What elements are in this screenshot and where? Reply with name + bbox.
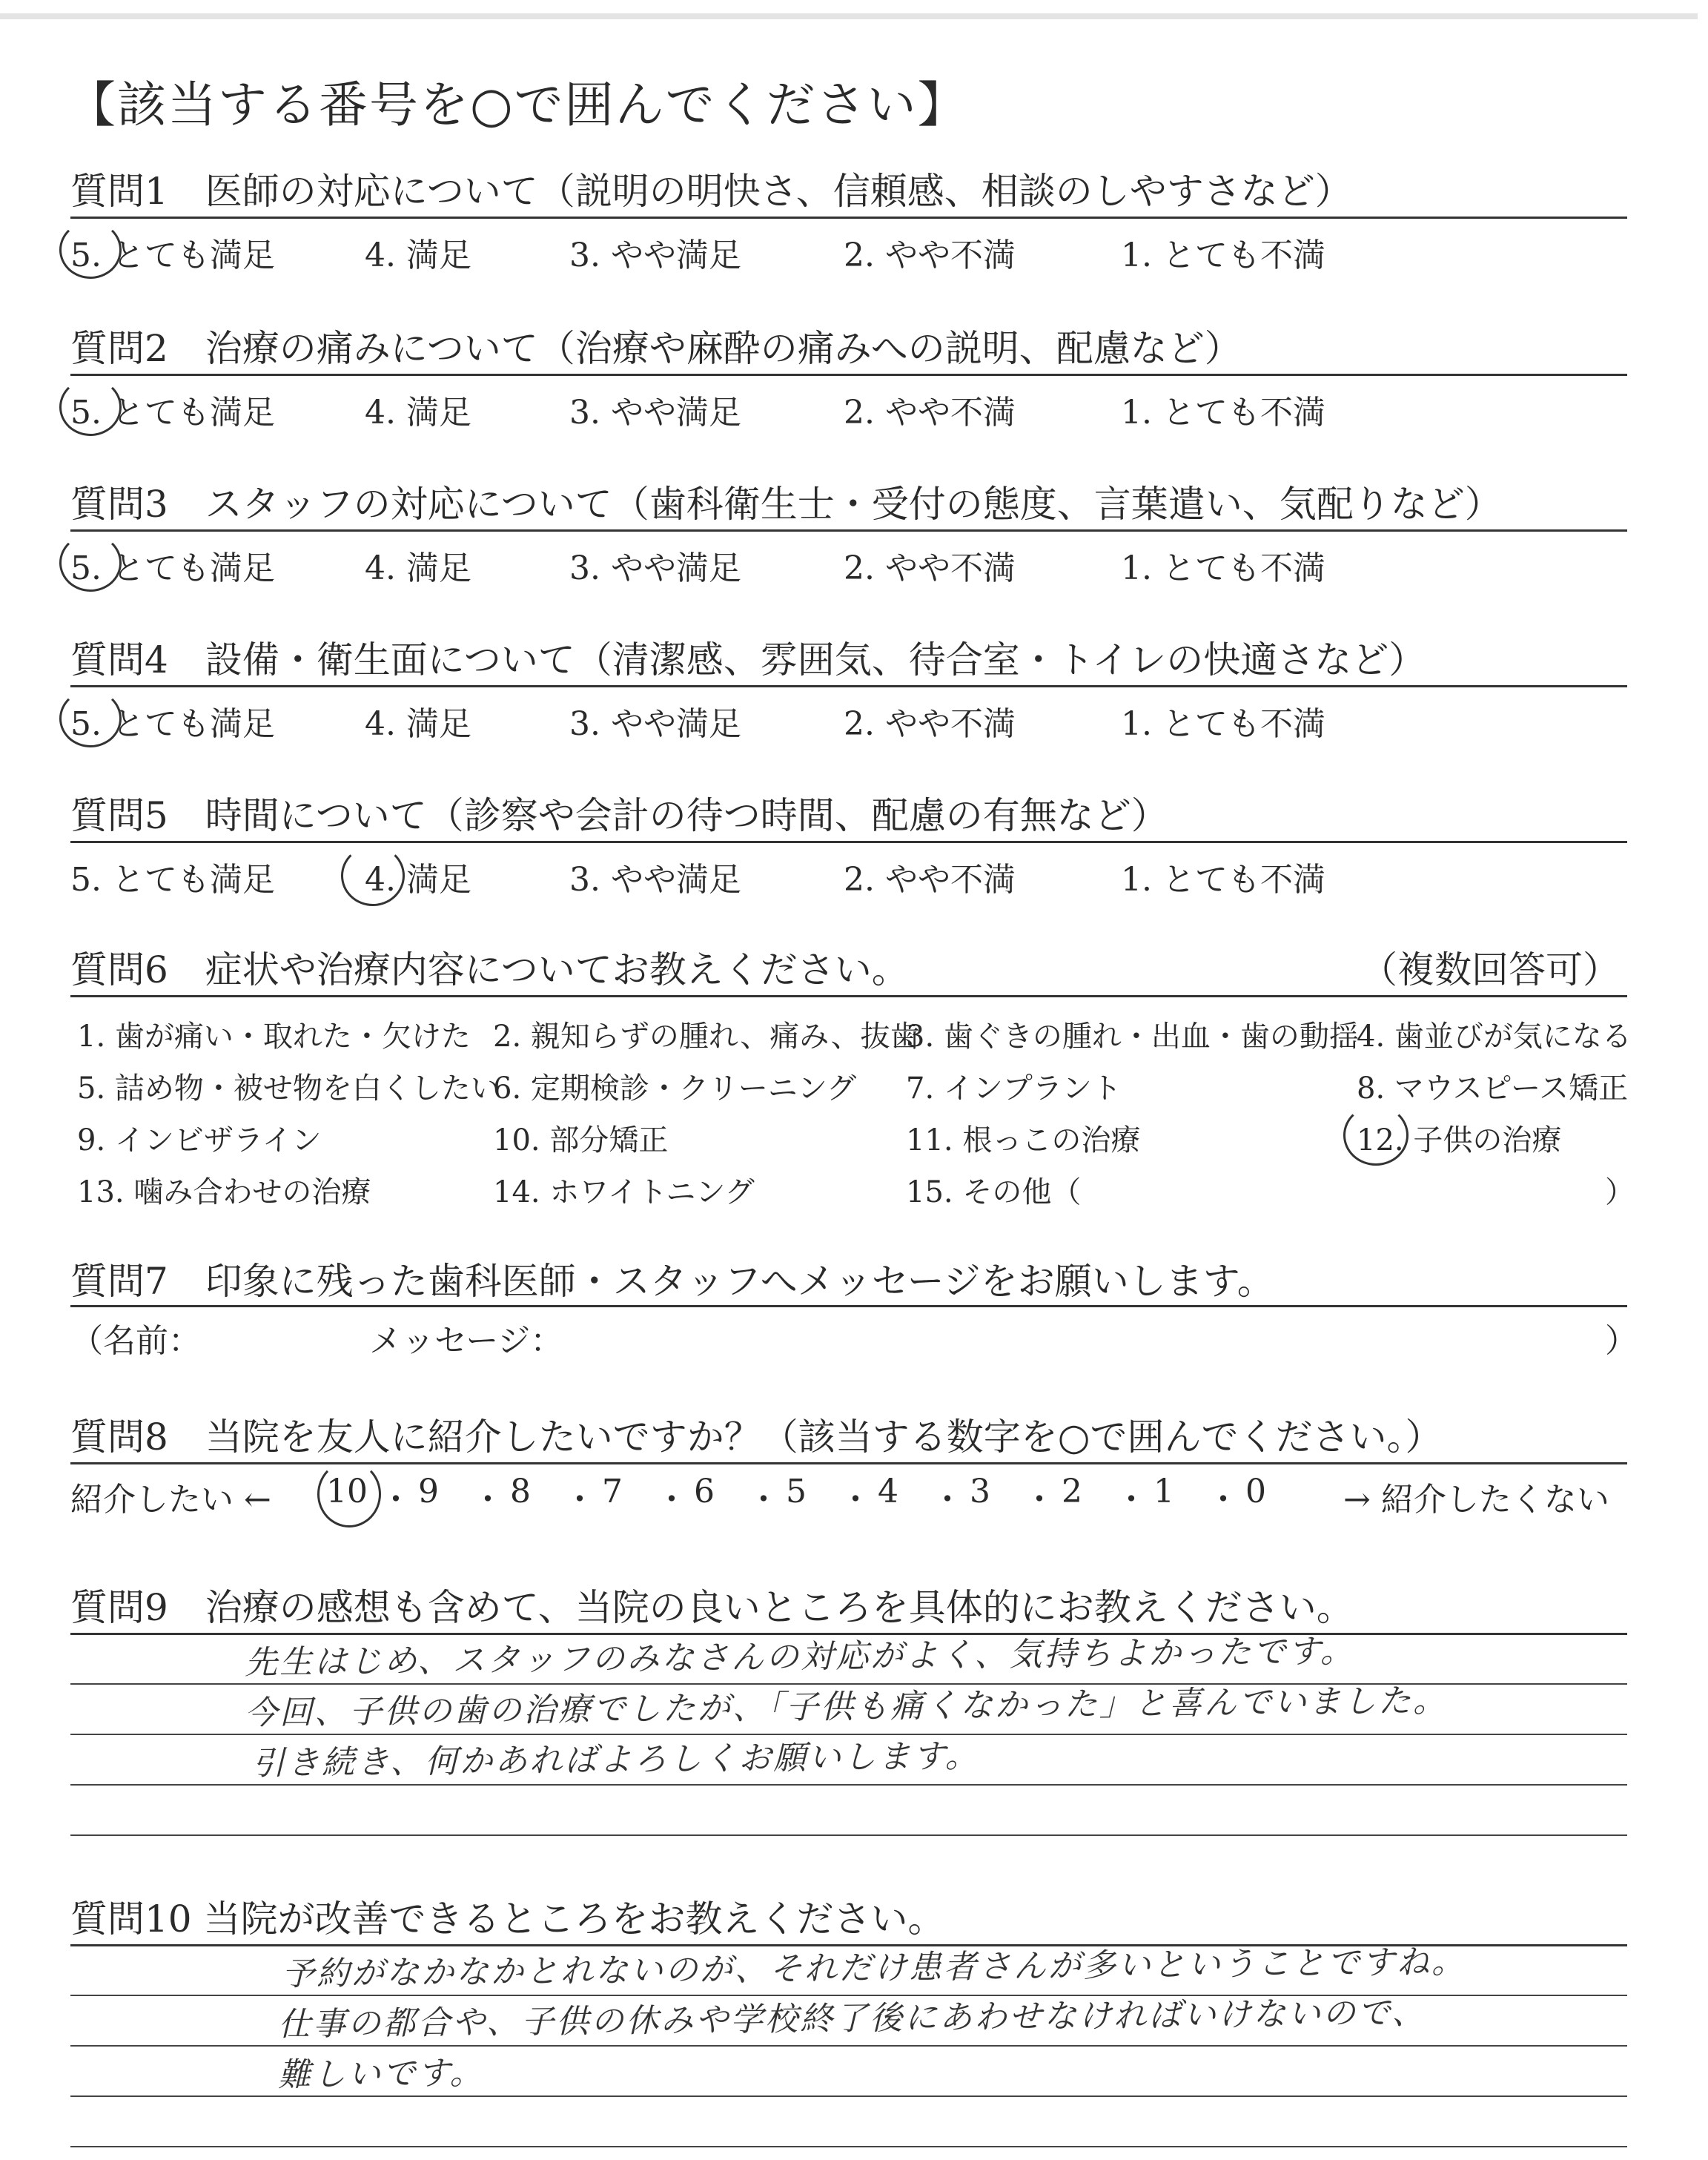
q8-right-label: → 紹介したくない — [1343, 1481, 1609, 1519]
q3-rule — [70, 529, 1627, 532]
q10-line-3 — [70, 2095, 1627, 2097]
q2-circle-mark — [59, 378, 122, 436]
q5-option-3[interactable]: 3. やや満足 — [569, 861, 741, 899]
q5-rule — [70, 841, 1627, 843]
q8-number-4[interactable]: 4 — [878, 1473, 898, 1510]
scan-top-edge — [0, 13, 1698, 19]
q6-item-14[interactable]: 14. ホワイトニング — [493, 1175, 755, 1209]
q2-title: 質問2 治療の痛みについて（治療や麻酔の痛みへの説明、配慮など） — [70, 327, 1242, 370]
q2-option-2[interactable]: 2. やや不満 — [844, 394, 1016, 432]
q5-option-5[interactable]: 5. とても満足 — [70, 861, 275, 899]
q1-option-1[interactable]: 1. とても不満 — [1121, 237, 1325, 274]
q8-number-5[interactable]: 5 — [786, 1473, 807, 1510]
q6-item-4[interactable]: 4. 歯並びが気になる — [1357, 1020, 1632, 1054]
q1-rule — [70, 217, 1627, 219]
q7-name-label: （名前： — [70, 1322, 201, 1360]
q1-circle-mark — [59, 221, 122, 279]
q2-option-3[interactable]: 3. やや満足 — [569, 394, 741, 432]
q7-close-paren: ） — [1605, 1322, 1638, 1360]
q5-circle-mark — [341, 845, 405, 906]
q1-title: 質問1 医師の対応について（説明の明快さ、信頼感、相談のしやすさなど） — [70, 170, 1352, 213]
q6-item-6[interactable]: 6. 定期検診・クリーニング — [493, 1071, 857, 1106]
q9-answer-line-2: 今回、子供の歯の治療でしたが、「子供も痛くなかった」と喜んでいました。 — [244, 1682, 1449, 1732]
q9-answer-line-3: 引き続き、何かあればよろしくお願いします。 — [251, 1737, 980, 1783]
q5-option-4[interactable]: 4. 満足 — [365, 861, 471, 899]
q9-answer-line-1: 先生はじめ、スタッフのみなさんの対応がよく、気持ちよかったです。 — [244, 1632, 1356, 1682]
q6-note: （複数回答可） — [1360, 948, 1620, 991]
q5-option-1[interactable]: 1. とても不満 — [1121, 861, 1325, 899]
q7-rule — [70, 1305, 1627, 1307]
q8-number-3[interactable]: 3 — [970, 1473, 990, 1510]
q7-message-label: メッセージ： — [369, 1322, 563, 1360]
q3-circle-mark — [59, 534, 122, 592]
q3-title: 質問3 スタッフの対応について（歯科衛生士・受付の態度、言葉遣い、気配りなど） — [70, 483, 1502, 526]
q3-option-5[interactable]: 5. とても満足 — [70, 549, 275, 587]
q8-number-9[interactable]: 9 — [418, 1473, 439, 1510]
q6-item-9[interactable]: 9. インビザライン — [77, 1123, 322, 1157]
q2-rule — [70, 374, 1627, 376]
q1-option-5[interactable]: 5. とても満足 — [70, 237, 275, 274]
q8-separator-dot: ・ — [1023, 1481, 1056, 1519]
q5-option-2[interactable]: 2. やや不満 — [844, 861, 1016, 899]
q4-option-3[interactable]: 3. やや満足 — [569, 705, 741, 743]
q8-title: 質問8 当院を友人に紹介したいですか？（該当する数字を○で囲んでください。） — [70, 1416, 1443, 1459]
q8-separator-dot: ・ — [380, 1481, 412, 1519]
q10-title: 質問10 当院が改善できるところをお教えください。 — [70, 1898, 945, 1941]
q8-separator-dot: ・ — [471, 1481, 504, 1519]
q1-option-4[interactable]: 4. 満足 — [365, 237, 471, 274]
q8-separator-dot: ・ — [747, 1481, 780, 1519]
q4-option-2[interactable]: 2. やや不満 — [844, 705, 1016, 743]
q8-number-6[interactable]: 6 — [694, 1473, 715, 1510]
q8-separator-dot: ・ — [655, 1481, 688, 1519]
q3-option-2[interactable]: 2. やや不満 — [844, 549, 1016, 587]
q1-option-3[interactable]: 3. やや満足 — [569, 237, 741, 274]
q6-circle-mark — [1343, 1105, 1409, 1166]
q8-number-10[interactable]: 10 — [326, 1473, 368, 1510]
q9-line-3 — [70, 1784, 1627, 1786]
q6-item-12[interactable]: 12. 子供の治療 — [1357, 1123, 1562, 1157]
q9-line-4 — [70, 1834, 1627, 1836]
q2-option-4[interactable]: 4. 満足 — [365, 394, 471, 432]
q10-answer-line-3: 難しいです。 — [277, 2054, 485, 2094]
q2-option-1[interactable]: 1. とても不満 — [1121, 394, 1325, 432]
q6-item-2[interactable]: 2. 親知らずの腫れ、痛み、抜歯 — [493, 1020, 920, 1054]
q8-separator-dot: ・ — [839, 1481, 872, 1519]
q3-option-4[interactable]: 4. 満足 — [365, 549, 471, 587]
q3-option-3[interactable]: 3. やや満足 — [569, 549, 741, 587]
q6-item-3[interactable]: 3. 歯ぐきの腫れ・出血・歯の動揺 — [906, 1020, 1359, 1054]
q6-title: 質問6 症状や治療内容についてお教えください。 — [70, 948, 909, 991]
q1-option-2[interactable]: 2. やや不満 — [844, 237, 1016, 274]
q8-number-0[interactable]: 0 — [1245, 1473, 1266, 1510]
q10-answer-line-2: 仕事の都合や、子供の休みや学校終了後にあわせなければいけないので、 — [277, 1993, 1427, 2044]
q7-title: 質問7 印象に残った歯科医師・スタッフへメッセージをお願いします。 — [70, 1260, 1274, 1303]
q4-title: 質問4 設備・衛生面について（清潔感、雰囲気、待合室・トイレの快適さなど） — [70, 638, 1426, 681]
q4-option-4[interactable]: 4. 満足 — [365, 705, 471, 743]
q8-rule — [70, 1462, 1627, 1464]
q8-separator-dot: ・ — [931, 1481, 964, 1519]
q8-separator-dot: ・ — [1207, 1481, 1239, 1519]
q8-number-8[interactable]: 8 — [510, 1473, 531, 1510]
q3-option-1[interactable]: 1. とても不満 — [1121, 549, 1325, 587]
q6-item-15-close: ） — [1605, 1175, 1635, 1209]
q8-left-label: 紹介したい ← — [70, 1481, 271, 1519]
q10-answer-line-1: 予約がなかなかとれないのが、それだけ患者さんが多いということですね。 — [281, 1943, 1467, 1993]
q4-option-1[interactable]: 1. とても不満 — [1121, 705, 1325, 743]
q6-item-7[interactable]: 7. インプラント — [906, 1071, 1122, 1106]
q8-number-7[interactable]: 7 — [602, 1473, 623, 1510]
q10-line-4 — [70, 2146, 1627, 2147]
q6-rule — [70, 995, 1627, 997]
q8-separator-dot: ・ — [563, 1481, 596, 1519]
q8-number-1[interactable]: 1 — [1153, 1473, 1174, 1510]
q9-title: 質問9 治療の感想も含めて、当院の良いところを具体的にお教えください。 — [70, 1586, 1354, 1629]
q4-circle-mark — [59, 690, 122, 747]
q6-item-11[interactable]: 11. 根っこの治療 — [906, 1123, 1141, 1157]
q4-rule — [70, 685, 1627, 687]
q8-separator-dot: ・ — [1115, 1481, 1148, 1519]
q10-line-2 — [70, 2045, 1627, 2047]
q6-item-8[interactable]: 8. マウスピース矯正 — [1357, 1071, 1629, 1106]
q5-title: 質問5 時間について（診察や会計の待つ時間、配慮の有無など） — [70, 794, 1168, 837]
q6-item-5[interactable]: 5. 詰め物・被せ物を白くしたい — [77, 1071, 500, 1106]
q8-circle-mark — [317, 1461, 381, 1527]
page-heading: 【該当する番号を○で囲んでください】 — [67, 76, 968, 133]
q8-number-2[interactable]: 2 — [1062, 1473, 1082, 1510]
q6-item-13[interactable]: 13. 噛み合わせの治療 — [77, 1175, 371, 1209]
q6-item-15[interactable]: 15. その他（ — [906, 1175, 1082, 1209]
q6-item-1[interactable]: 1. 歯が痛い・取れた・欠けた — [77, 1020, 471, 1054]
q2-option-5[interactable]: 5. とても満足 — [70, 394, 275, 432]
q4-option-5[interactable]: 5. とても満足 — [70, 705, 275, 743]
q6-item-10[interactable]: 10. 部分矯正 — [493, 1123, 669, 1157]
